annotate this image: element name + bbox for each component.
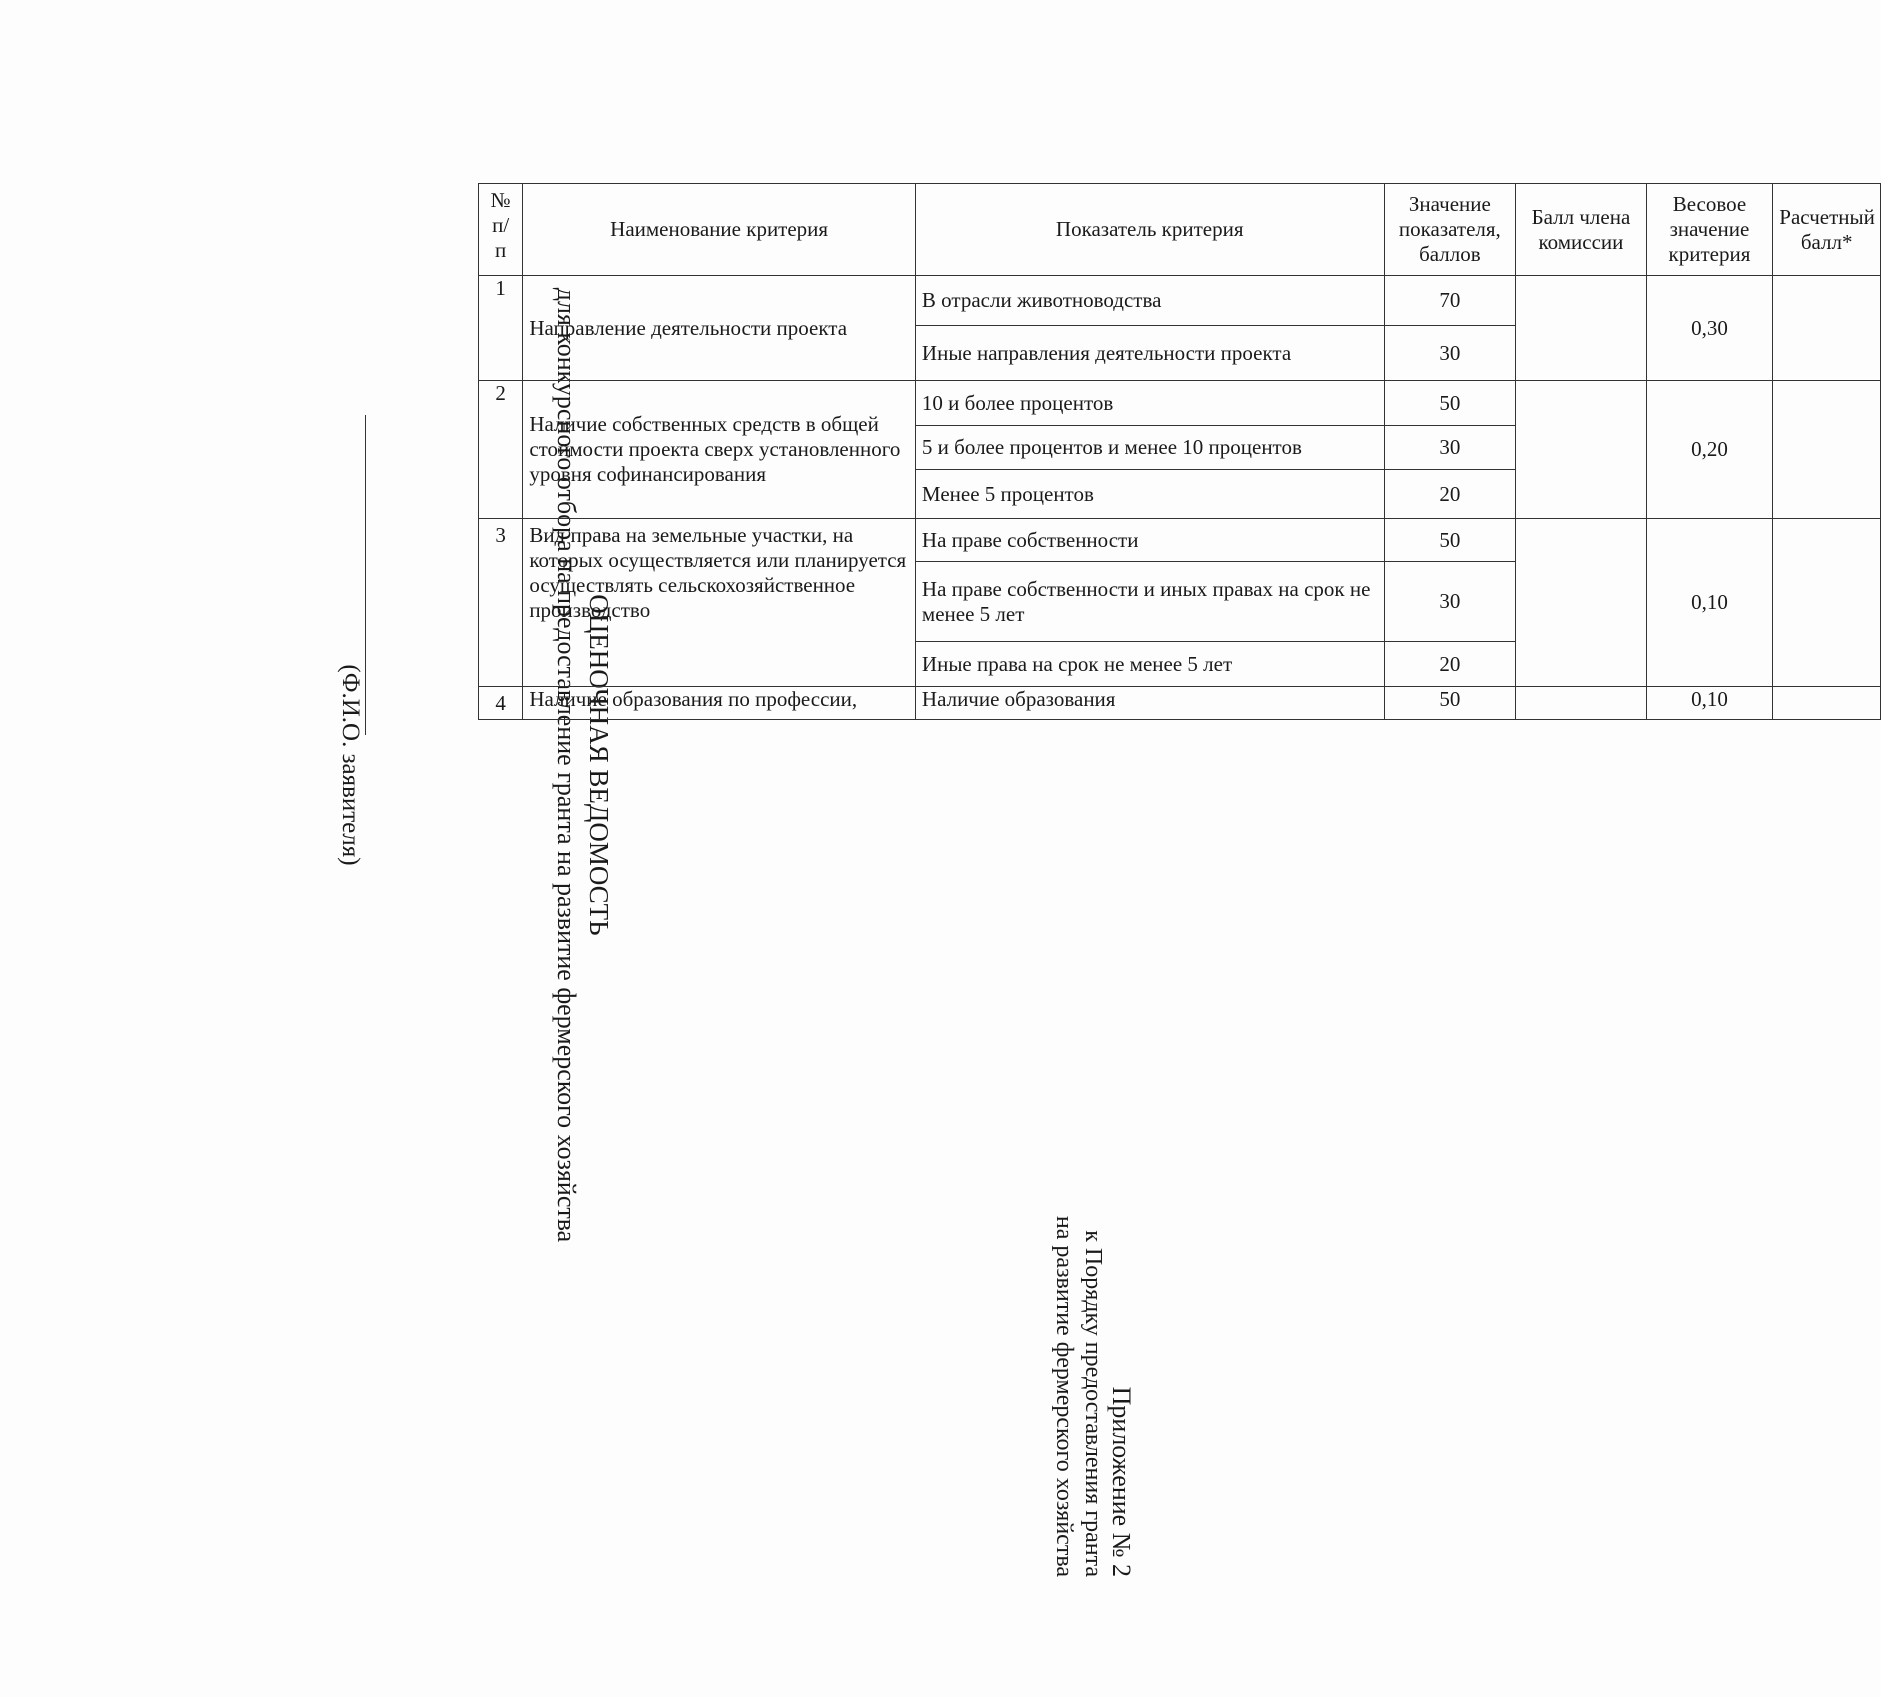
criterion-name: Вид права на земельные участки, на которых осуществляется или планируется осуществлять сельскохозяйственное производство	[523, 519, 916, 687]
value-cell: 50	[1384, 381, 1516, 426]
criterion-num: 4	[479, 687, 523, 720]
value-cell: 30	[1384, 562, 1516, 642]
header-name: Наименование критерия	[523, 184, 916, 276]
criterion-num: 2	[479, 381, 523, 519]
table-row	[479, 276, 1881, 326]
header-member-score: Балл члена комиссии	[1516, 184, 1646, 276]
indicator-cell: В отрасли животноводства	[915, 276, 1384, 326]
value-cell: 50	[1384, 519, 1516, 562]
calc-score-cell[interactable]	[1773, 276, 1881, 381]
indicator-cell: 5 и более процентов и менее 10 процентов	[915, 426, 1384, 470]
header-value: Значение показателя, баллов	[1384, 184, 1516, 276]
member-score-cell[interactable]	[1516, 519, 1646, 687]
indicator-cell: Иные права на срок не менее 5 лет	[915, 642, 1384, 687]
appendix-title: Приложение № 2	[1107, 1386, 1136, 1577]
value-cell: 50	[1384, 687, 1516, 720]
header-weight: Весовое значение критерия	[1646, 184, 1773, 276]
table-row	[479, 687, 1881, 720]
calc-score-cell[interactable]	[1773, 519, 1881, 687]
indicator-cell: На праве собственности	[915, 519, 1384, 562]
indicator-cell: Наличие образования	[915, 687, 1384, 720]
criterion-num: 3	[479, 519, 523, 687]
criterion-num: 1	[479, 276, 523, 381]
criterion-name: Наличие образования по профессии,	[523, 687, 916, 720]
table-row	[479, 381, 1881, 426]
weight-cell: 0,20	[1646, 381, 1773, 519]
indicator-cell: Менее 5 процентов	[915, 470, 1384, 519]
indicator-cell: Иные направления деятельности проекта	[915, 326, 1384, 381]
criterion-name: Наличие собственных средств в общей стоимости проекта сверх установленного уровня софинансирования	[523, 381, 916, 519]
calc-score-cell[interactable]	[1773, 381, 1881, 519]
value-cell: 30	[1384, 326, 1516, 381]
signature-line	[365, 415, 366, 735]
document-subtitle: для конкурсного отбора на предоставление гранта на развитие фермерского хозяйства	[552, 287, 581, 1243]
weight-cell: 0,10	[1646, 519, 1773, 687]
appendix-line: к Порядку предоставления гранта	[1080, 1230, 1106, 1577]
signature-caption: (Ф.И.О. заявителя)	[337, 664, 364, 866]
member-score-cell[interactable]	[1516, 687, 1646, 720]
header-num: № п/ п	[479, 184, 523, 276]
value-cell: 70	[1384, 276, 1516, 326]
appendix-line: на развитие фермерского хозяйства	[1051, 1215, 1077, 1577]
indicator-cell: На праве собственности и иных правах на срок не менее 5 лет	[915, 562, 1384, 642]
value-cell: 20	[1384, 470, 1516, 519]
weight-cell: 0,30	[1646, 276, 1773, 381]
weight-cell: 0,10	[1646, 687, 1773, 720]
header-indicator: Показатель критерия	[915, 184, 1384, 276]
criteria-table	[478, 183, 1881, 720]
criterion-name: Направление деятельности проекта	[523, 276, 916, 381]
table-row	[479, 519, 1881, 562]
value-cell: 20	[1384, 642, 1516, 687]
document-title: ОЦЕНОЧНАЯ ВЕДОМОСТЬ	[584, 594, 614, 936]
calc-score-cell[interactable]	[1773, 687, 1881, 720]
member-score-cell[interactable]	[1516, 276, 1646, 381]
header-calc: Расчетный балл*	[1773, 184, 1881, 276]
value-cell: 30	[1384, 426, 1516, 470]
table-header-row	[479, 184, 1881, 276]
appendix-header	[1049, 1216, 1136, 1577]
member-score-cell[interactable]	[1516, 381, 1646, 519]
indicator-cell: 10 и более процентов	[915, 381, 1384, 426]
